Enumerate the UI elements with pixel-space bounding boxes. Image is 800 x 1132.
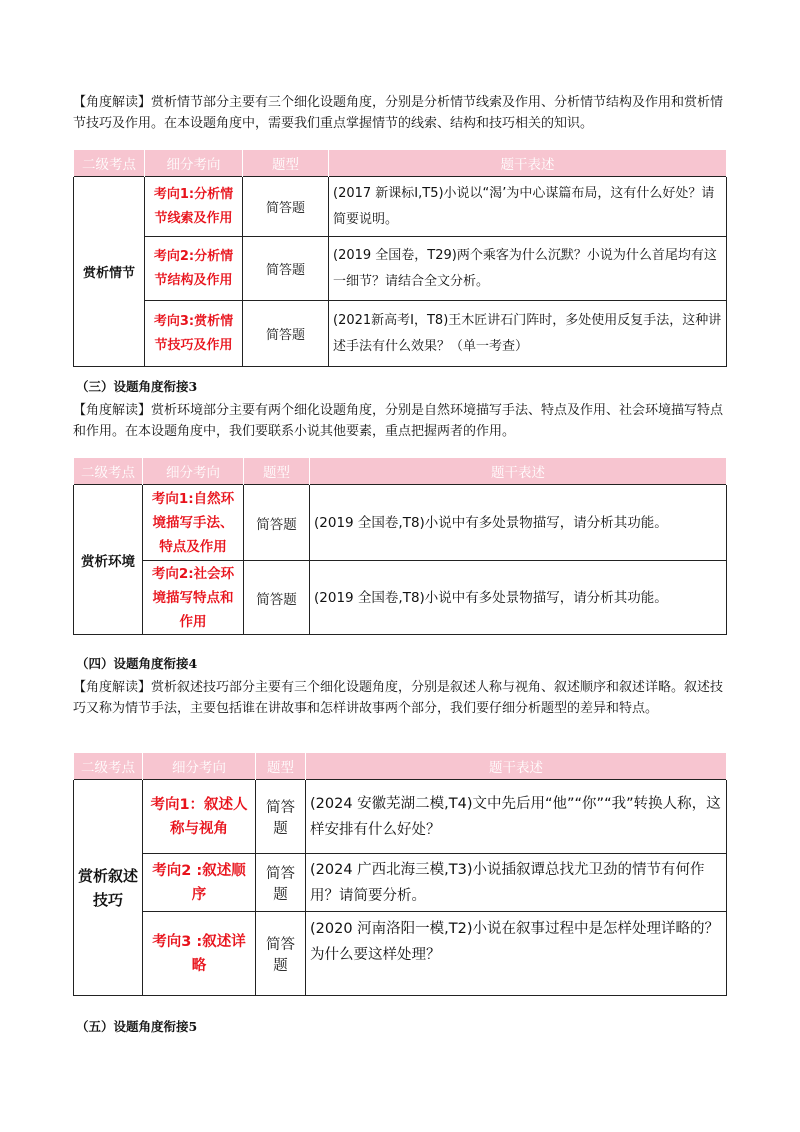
direction-cell: 考向3:赏析情节技巧及作用 — [145, 301, 243, 367]
type-cell: 简答题 — [256, 854, 306, 912]
header-type: 题型 — [243, 150, 329, 177]
table-row — [74, 237, 727, 301]
type-cell: 简答题 — [256, 912, 306, 996]
stem-cell: (2019 全国卷,T8)小说中有多处景物描写，请分析其功能。 — [310, 485, 727, 561]
type-cell: 简答题 — [243, 237, 329, 301]
intro-paragraph-4: 【角度解读】赏析叙述技巧部分主要有三个细化设题角度，分别是叙述人称与视角、叙述顺序和叙述详略。叙述技巧又称为情节手法，主要包括谁在讲故事和怎样讲故事两个部分，我们要仔细分析题型的差异和特点。 — [73, 680, 724, 716]
direction-cell: 考向2 :叙述顺序 — [143, 854, 256, 912]
direction-cell: 考向3 :叙述详略 — [143, 912, 256, 996]
stem-cell: (2021新高考Ⅰ，T8)王木匠讲石门阵时，多处使用反复手法，这种讲述手法有什么效果？（单一考查） — [329, 301, 727, 367]
type-cell: 简答题 — [243, 177, 329, 237]
table-row — [74, 912, 727, 996]
header-stem: 题干表述 — [306, 753, 727, 780]
table-plot — [73, 150, 727, 367]
table-row — [74, 485, 727, 561]
direction-cell: 考向2:分析情节结构及作用 — [145, 237, 243, 301]
header-direction: 细分考向 — [143, 753, 256, 780]
type-cell: 简答题 — [256, 780, 306, 854]
stem-cell: (2024 广西北海三模,T3)小说插叙谭总找尤卫劲的情节有何作用？请简要分析。 — [306, 854, 727, 912]
intro-paragraph-3: 【角度解读】赏析环境部分主要有两个细化设题角度，分别是自然环境描写手法、特点及作用、社会环境描写特点和作用。在本设题角度中，我们要联系小说其他要素，重点把握两者的作用。 — [73, 403, 724, 439]
stem-cell: (2020 河南洛阳一模,T2)小说在叙事过程中是怎样处理详略的？为什么要这样处理？ — [306, 912, 727, 996]
table-row — [74, 177, 727, 237]
table-row — [74, 854, 727, 912]
header-direction: 细分考向 — [145, 150, 243, 177]
section-heading-4: （四）设题角度衔接4 — [76, 656, 198, 671]
stem-cell: (2019 全国卷，T29)两个乘客为什么沉默？小说为什么首尾均有这一细节？请结合全文分析。 — [329, 237, 727, 301]
header-type: 题型 — [244, 458, 310, 485]
table-header-row — [74, 458, 727, 485]
header-direction: 细分考向 — [143, 458, 244, 485]
table-header-row — [74, 150, 727, 177]
section-heading-3: （三）设题角度衔接3 — [76, 379, 198, 394]
category-cell: 赏析环境 — [74, 485, 143, 635]
stem-cell: (2024 安徽芜湖二模,T4)文中先后用“他”“你”“我”转换人称，这样安排有什么好处？ — [306, 780, 727, 854]
header-level2: 二级考点 — [74, 753, 143, 780]
header-level2: 二级考点 — [74, 458, 143, 485]
stem-cell: (2017 新课标Ⅰ,T5)小说以“渴’为中心谋篇布局，这有什么好处？请简要说明。 — [329, 177, 727, 237]
direction-cell: 考向1:自然环境描写手法、特点及作用 — [143, 485, 244, 561]
direction-cell: 考向1：叙述人称与视角 — [143, 780, 256, 854]
stem-cell: (2019 全国卷,T8)小说中有多处景物描写，请分析其功能。 — [310, 561, 727, 635]
table-environment — [73, 458, 727, 635]
header-stem: 题干表述 — [310, 458, 727, 485]
header-stem: 题干表述 — [329, 150, 727, 177]
category-cell: 赏析叙述技巧 — [74, 780, 143, 996]
section-heading-5: （五）设题角度衔接5 — [76, 1019, 198, 1034]
header-level2: 二级考点 — [74, 150, 145, 177]
type-cell: 简答题 — [244, 561, 310, 635]
type-cell: 简答题 — [244, 485, 310, 561]
type-cell: 简答题 — [243, 301, 329, 367]
table-row — [74, 780, 727, 854]
table-row — [74, 301, 727, 367]
intro-paragraph-1: 【角度解读】赏析情节部分主要有三个细化设题角度，分别是分析情节线索及作用、分析情节结构及作用和赏析情节技巧及作用。在本设题角度中，需要我们重点掌握情节的线索、结构和技巧相关的知识。 — [73, 95, 724, 131]
table-row — [74, 561, 727, 635]
table-header-row — [74, 753, 727, 780]
direction-cell: 考向2:社会环境描写特点和作用 — [143, 561, 244, 635]
category-cell: 赏析情节 — [74, 177, 145, 367]
table-narrative — [73, 753, 727, 996]
header-type: 题型 — [256, 753, 306, 780]
direction-cell: 考向1:分析情节线索及作用 — [145, 177, 243, 237]
